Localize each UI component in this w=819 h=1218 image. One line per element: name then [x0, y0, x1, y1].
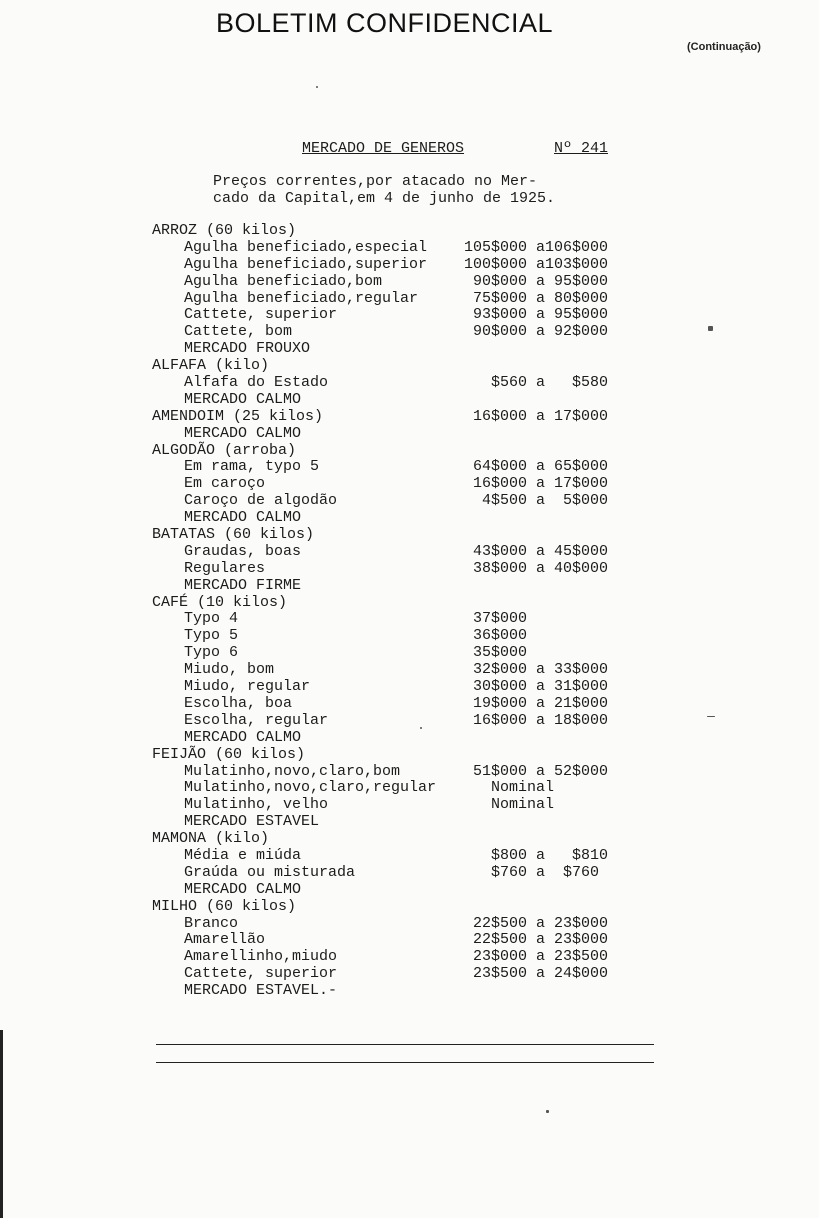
market-title: MERCADO DE GENEROS: [302, 140, 465, 157]
product-name: Em caroço: [184, 475, 266, 493]
price-range: 100$000 a103$000: [464, 255, 609, 273]
price-row: [152, 696, 652, 713]
price-range: 51$000 a 52$000: [464, 762, 609, 780]
market-status-row: [152, 341, 652, 358]
category-row: [152, 831, 652, 848]
scan-speck: [707, 716, 715, 717]
category-row: [152, 527, 652, 544]
product-name: Graudas, boas: [184, 542, 302, 560]
market-status: MERCADO ESTAVEL: [184, 813, 320, 831]
price-row: [152, 679, 652, 696]
price-range: 23$000 a 23$500: [464, 948, 609, 966]
price-range: 32$000 a 33$000: [464, 661, 609, 679]
category-name: AMENDOIM (25 kilos): [152, 407, 324, 425]
category-name: MILHO (60 kilos): [152, 897, 297, 915]
product-name: Caroço de algodão: [184, 492, 338, 510]
product-name: Miudo, bom: [184, 661, 275, 679]
price-row: [152, 257, 652, 274]
price-row: [152, 274, 652, 291]
price-row: [152, 459, 652, 476]
price-list: [152, 223, 652, 1000]
market-status-row: [152, 983, 652, 1000]
price-range: 90$000 a 92$000: [464, 323, 609, 341]
market-status-row: [152, 578, 652, 595]
price-range: 22$500 a 23$000: [464, 914, 609, 932]
category-name: ARROZ (60 kilos): [152, 222, 297, 239]
market-status-row: [152, 730, 652, 747]
product-name: Média e miúda: [184, 846, 302, 864]
market-status-row: [152, 882, 652, 899]
issue-number: Nº 241: [554, 140, 609, 157]
category-row: [152, 899, 652, 916]
category-row: [152, 747, 652, 764]
product-name: Escolha, boa: [184, 694, 293, 712]
product-name: Regulares: [184, 559, 266, 577]
price-row: [152, 932, 652, 949]
price-row: [152, 561, 652, 578]
market-status: MERCADO FROUXO: [184, 340, 311, 358]
product-name: Mulatinho,novo,claro,bom: [184, 762, 401, 780]
category-name: CAFÉ (10 kilos): [152, 593, 288, 611]
product-name: Graúda ou misturada: [184, 863, 356, 881]
product-name: Alfafa do Estado: [184, 374, 329, 392]
price-row: [152, 493, 652, 510]
price-range: 22$500 a 23$000: [464, 931, 609, 949]
price-range: 16$000 a 17$000: [464, 475, 609, 493]
price-row: [152, 713, 652, 730]
product-name: Cattete, superior: [184, 965, 338, 983]
product-name: Agulha beneficiado,superior: [184, 255, 428, 273]
price-row: [152, 764, 652, 781]
market-status-row: [152, 510, 652, 527]
market-status-row: [152, 426, 652, 443]
market-status-row: [152, 814, 652, 831]
product-name: Agulha beneficiado,bom: [184, 272, 383, 290]
product-name: Mulatinho,novo,claro,regular: [184, 779, 437, 797]
price-range: 16$000 a 18$000: [464, 711, 609, 729]
category-row: [152, 409, 652, 426]
continuation-note: (Continuação): [687, 41, 761, 53]
product-name: Em rama, typo 5: [184, 458, 320, 476]
price-row: [152, 780, 652, 797]
divider-rule: [156, 1044, 654, 1045]
price-range: 35$000: [464, 644, 528, 662]
divider-rule: [156, 1062, 654, 1063]
product-name: Miudo, regular: [184, 678, 311, 696]
scan-edge-mark: [0, 1030, 3, 1218]
price-row: [152, 307, 652, 324]
scan-speck: [546, 1110, 549, 1113]
scan-speck: [316, 86, 318, 88]
price-row: [152, 966, 652, 983]
price-row: [152, 476, 652, 493]
market-status: MERCADO CALMO: [184, 424, 302, 442]
price-row: [152, 240, 652, 257]
market-status: MERCADO CALMO: [184, 509, 302, 527]
price-range: 105$000 a106$000: [464, 238, 609, 256]
category-row: [152, 595, 652, 612]
market-status: MERCADO CALMO: [184, 728, 302, 746]
price-range: 30$000 a 31$000: [464, 678, 609, 696]
market-status: MERCADO CALMO: [184, 390, 302, 408]
price-range: 19$000 a 21$000: [464, 694, 609, 712]
price-row: [152, 848, 652, 865]
price-range: 23$500 a 24$000: [464, 965, 609, 983]
market-status: MERCADO CALMO: [184, 880, 302, 898]
category-row: [152, 443, 652, 460]
category-name: MAMONA (kilo): [152, 830, 270, 848]
price-row: [152, 916, 652, 933]
market-status: MERCADO FIRME: [184, 576, 302, 594]
scan-speck: [708, 326, 713, 331]
price-range: Nominal: [464, 779, 555, 797]
product-name: Agulha beneficiado,especial: [184, 238, 428, 256]
price-range: 36$000: [464, 627, 528, 645]
price-range: $560 a $580: [464, 374, 609, 392]
price-range: 38$000 a 40$000: [464, 559, 609, 577]
category-name: FEIJÃO (60 kilos): [152, 745, 306, 763]
price-row: [152, 544, 652, 561]
category-row: [152, 223, 652, 240]
product-name: Agulha beneficiado,regular: [184, 289, 419, 307]
page-title: BOLETIM CONFIDENCIAL: [216, 8, 554, 38]
price-range: $800 a $810: [464, 846, 609, 864]
price-row: [152, 324, 652, 341]
price-row: [152, 291, 652, 308]
product-name: Cattete, bom: [184, 323, 293, 341]
product-name: Branco: [184, 914, 239, 932]
product-name: Mulatinho, velho: [184, 796, 329, 814]
price-row: [152, 865, 652, 882]
category-row: [152, 358, 652, 375]
product-name: Amarellinho,miudo: [184, 948, 338, 966]
category-name: ALFAFA (kilo): [152, 357, 270, 375]
price-range: Nominal: [464, 796, 555, 814]
price-row: [152, 645, 652, 662]
price-row: [152, 611, 652, 628]
intro-line: cado da Capital,em 4 de junho de 1925.: [213, 190, 556, 207]
intro-paragraph: [213, 173, 555, 207]
market-status-row: [152, 392, 652, 409]
scan-speck: [420, 727, 422, 729]
price-range: 90$000 a 95$000: [464, 272, 609, 290]
category-name: ALGODÃO (arroba): [152, 441, 297, 459]
price-range: 16$000 a 17$000: [464, 407, 609, 425]
price-range: 37$000: [464, 610, 528, 628]
price-row: [152, 797, 652, 814]
price-range: 93$000 a 95$000: [464, 306, 609, 324]
price-range: $760 a $760: [464, 863, 600, 881]
price-range: 75$000 a 80$000: [464, 289, 609, 307]
product-name: Cattete, superior: [184, 306, 338, 324]
price-row: [152, 949, 652, 966]
product-name: Typo 4: [184, 610, 239, 628]
intro-line: Preços correntes,por atacado no Mer-: [213, 173, 538, 190]
market-status: MERCADO ESTAVEL.-: [184, 982, 338, 1000]
product-name: Typo 5: [184, 627, 239, 645]
price-row: [152, 662, 652, 679]
price-range: 64$000 a 65$000: [464, 458, 609, 476]
product-name: Amarellão: [184, 931, 266, 949]
price-range: 43$000 a 45$000: [464, 542, 609, 560]
category-name: BATATAS (60 kilos): [152, 526, 315, 544]
price-range: 4$500 a 5$000: [464, 492, 609, 510]
product-name: Escolha, regular: [184, 711, 329, 729]
price-row: [152, 375, 652, 392]
product-name: Typo 6: [184, 644, 239, 662]
price-row: [152, 628, 652, 645]
